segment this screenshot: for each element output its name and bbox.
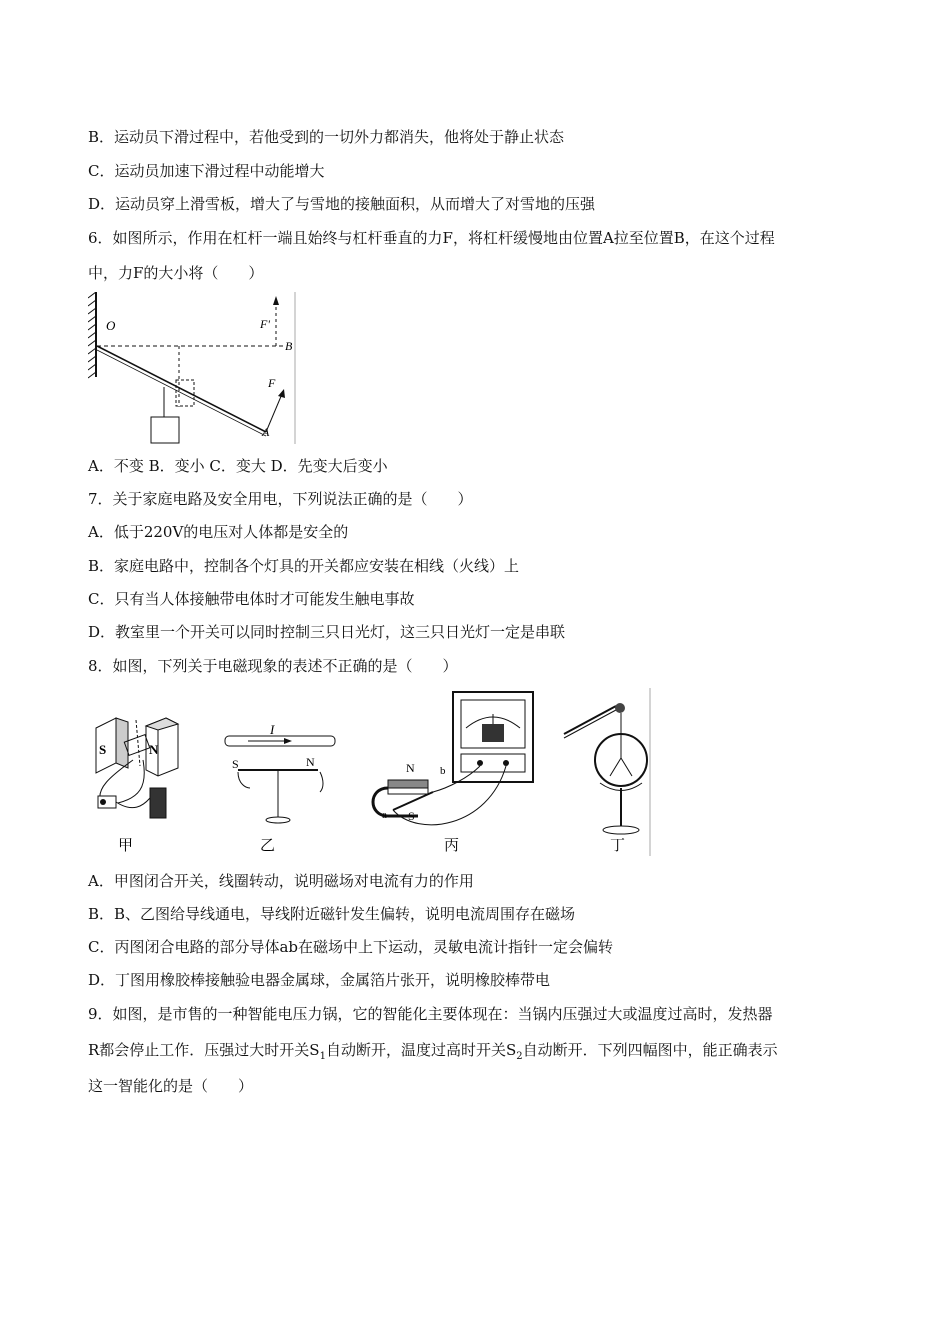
magnet-S-jia: S [99,742,107,757]
question-7: 7．关于家庭电路及安全用电，下列说法正确的是（ ） [88,490,473,508]
label-F-prime: F' [260,317,270,331]
question-9-line3: 这一智能化的是（ ） [88,1077,254,1095]
option-8b: B．B、乙图给导线通电，导线附近磁针发生偏转，说明电流周围存在磁场 [88,905,576,923]
caption-ding: 丁 [610,838,626,854]
label-O: O [106,318,116,333]
caption-jia: 甲 [118,838,134,854]
option-8d: D．丁图用橡胶棒接触验电器金属球，金属箔片张开，说明橡胶棒带电 [88,971,551,989]
label-F: F [268,376,276,390]
option-8c: C．丙图闭合电路的部分导体ab在磁场中上下运动，灵敏电流计指针一定会偏转 [88,938,614,956]
option-7a: A．低于220V的电压对人体都是安全的 [88,523,349,541]
magnet-S-bing: S [408,809,415,823]
option-5b: B．运动员下滑过程中，若他受到的一切外力都消失，他将处于静止状态 [88,128,565,146]
option-5c: C．运动员加速下滑过程中动能增大 [88,162,325,180]
label-b: b [440,765,446,777]
question-9-line1: 9．如图，是市售的一种智能电压力锅，它的智能化主要体现在：当锅内压强过大或温度过高时，发热器 [88,1005,773,1023]
option-8a: A．甲图闭合开关，线圈转动，说明磁场对电流有力的作用 [88,872,474,890]
needle-S: S [232,757,239,771]
option-5d: D．运动员穿上滑雪板，增大了与雪地的接触面积，从而增大了对雪地的压强 [88,195,596,213]
question-6-line1: 6．如图所示，作用在杠杆一端且始终与杠杆垂直的力F，将杠杆缓慢地由位置A拉至位置B，在这个过程 [88,229,775,247]
electromagnetism-figure [88,688,653,858]
option-7b: B．家庭电路中，控制各个灯具的开关都应安装在相线（火线）上 [88,557,520,575]
question-6-line2: 中，力F的大小将（ ） [88,264,264,282]
magnet-N-jia: N [149,742,159,757]
question-9-line2: R都会停止工作．压强过大时开关$S_1$自动断开，温度过高时开关$S_2$自动断开．下列四幅图中，能正确表示 [88,1041,778,1062]
needle-N: N [306,755,315,769]
option-7d: D．教室里一个开关可以同时控制三只日光灯，这三只日光灯一定是串联 [88,623,566,641]
label-a: a [382,809,387,821]
question-8: 8．如图，下列关于电磁现象的表述不正确的是（ ） [88,657,458,675]
magnet-N-bing: N [406,761,415,775]
options-6: A．不变 B．变小 C．变大 D．先变大后变小 [88,457,388,475]
label-A: A [262,425,270,439]
caption-bing: 丙 [444,838,460,854]
oersted-diagram [225,722,335,854]
label-B: B [285,339,293,353]
lever-figure [88,292,298,444]
caption-yi: 乙 [260,838,276,854]
option-7c: C．只有当人体接触带电体时才可能发生触电事故 [88,590,415,608]
current-I: I [270,722,275,737]
induction-diagram [373,692,533,854]
electroscope-diagram [564,688,650,856]
motor-diagram [96,718,178,854]
